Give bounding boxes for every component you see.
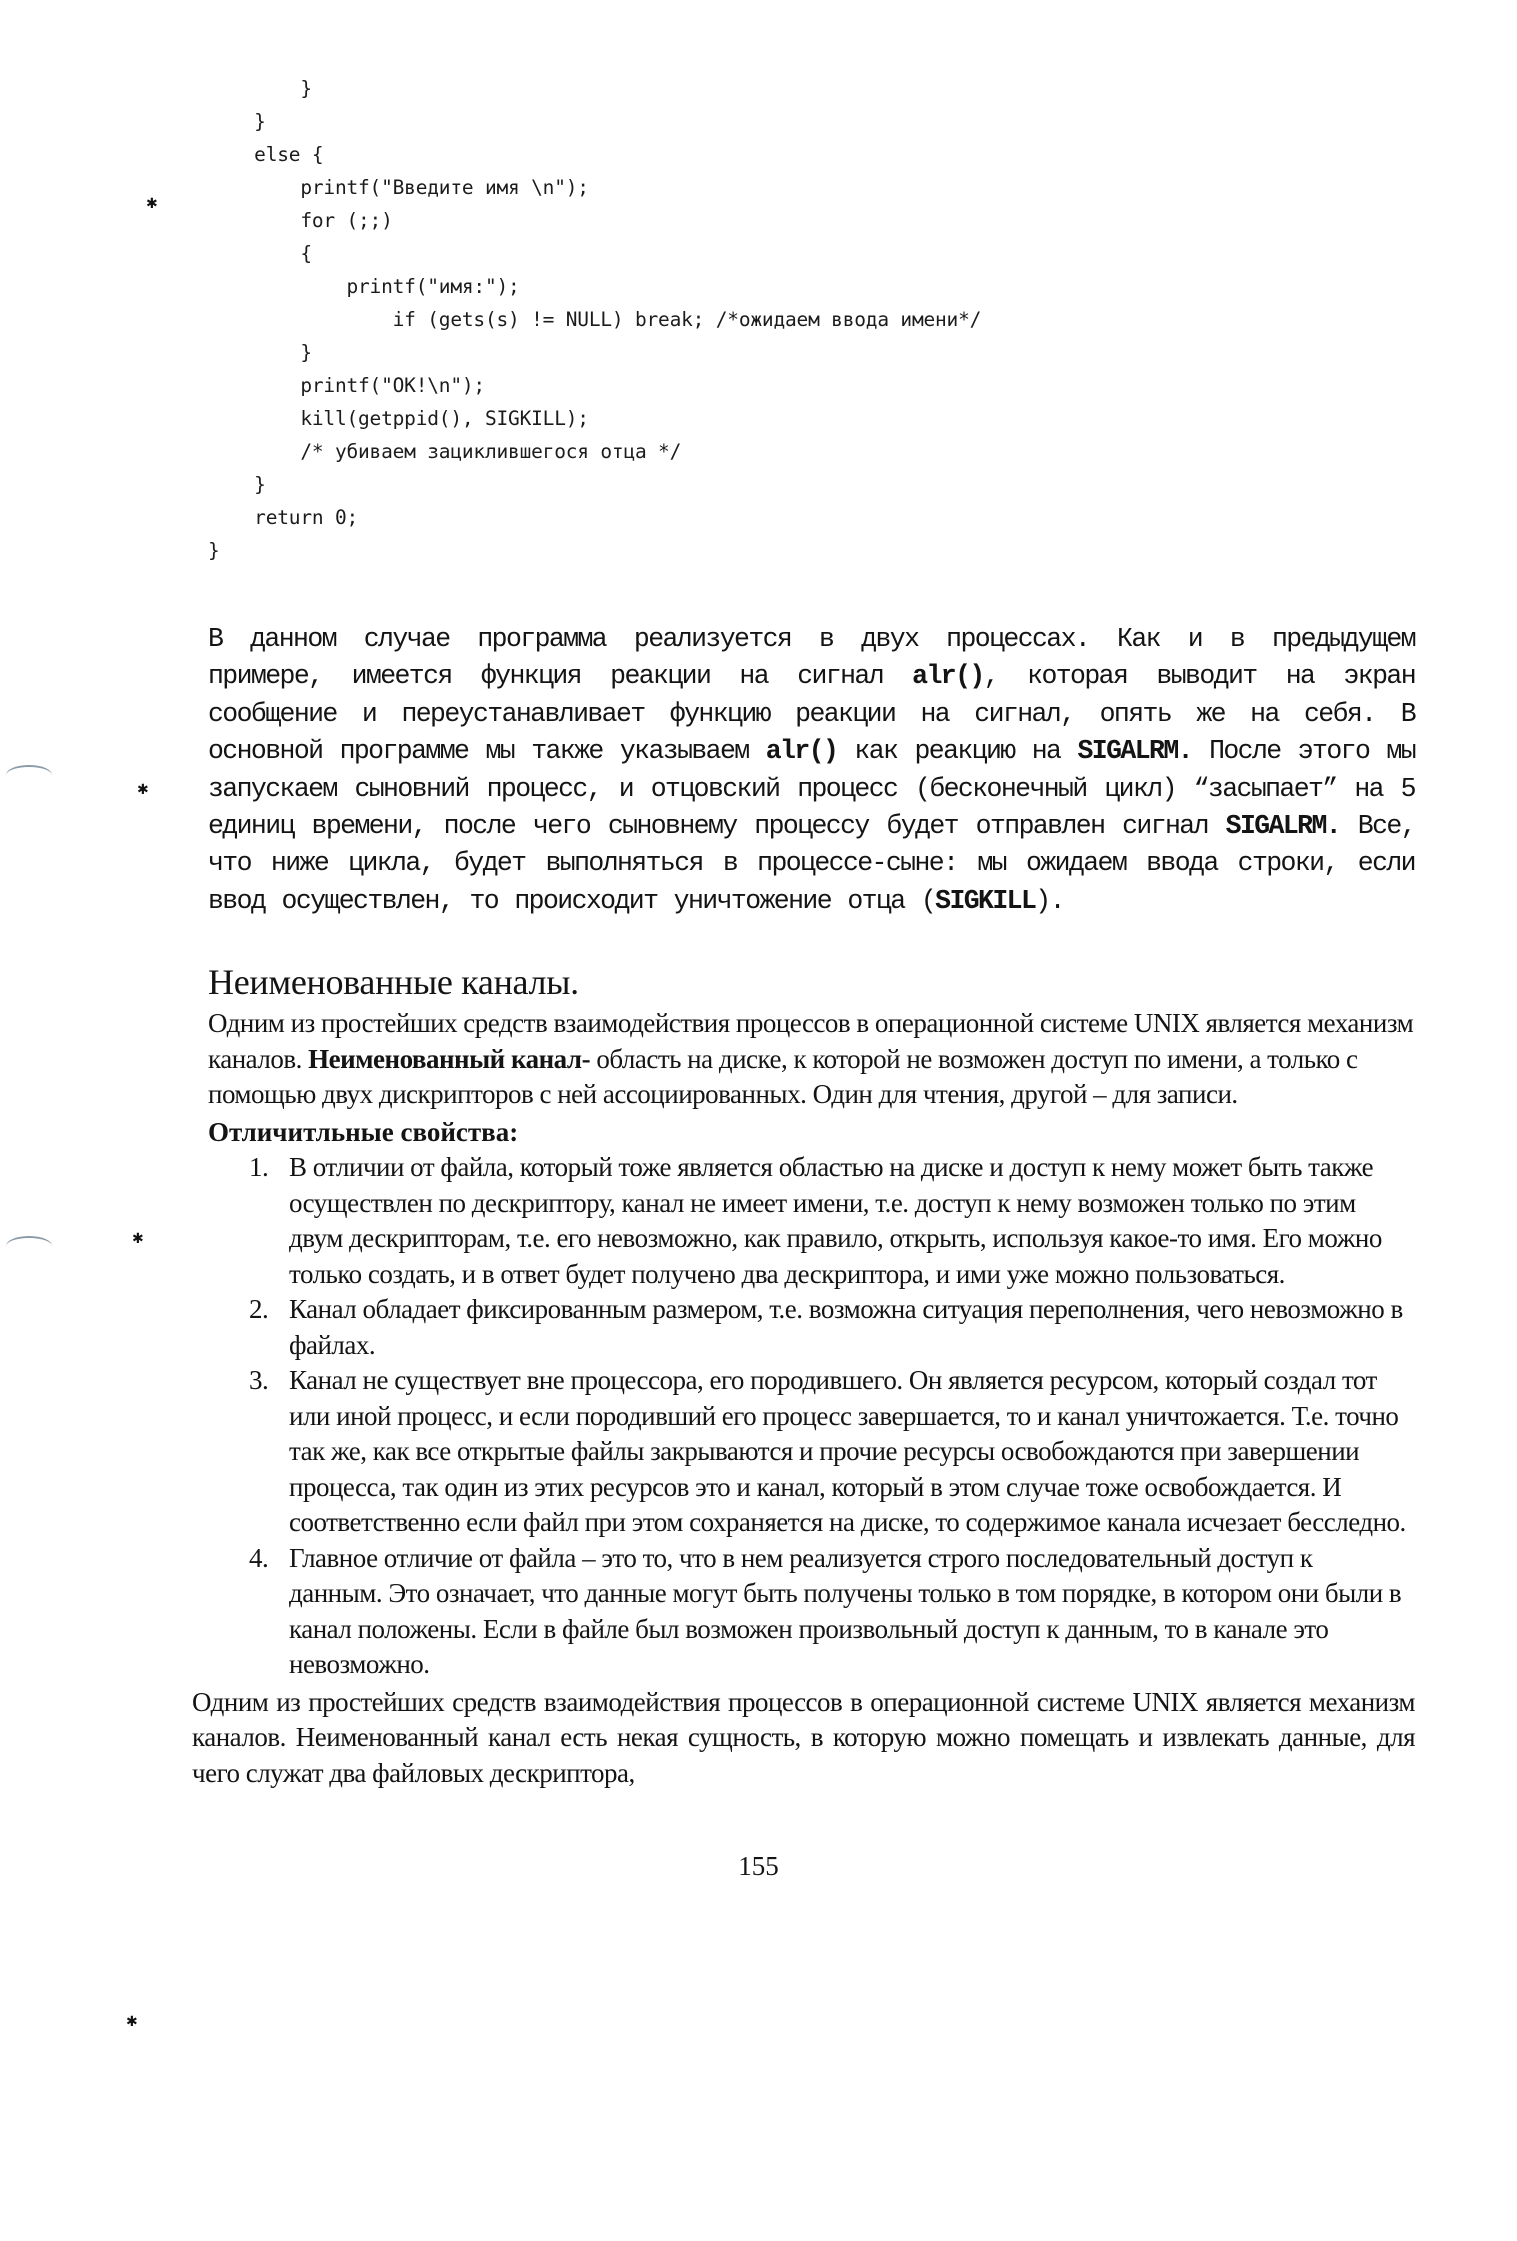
text: , которая выводит на экран сообщение и переустанавливает функцию реакции на сигнал, опять же на себя. В основной программе мы также указываем [208, 661, 1415, 767]
list-number: 4. [249, 1542, 269, 1573]
properties-label: Отличитльные свойства: [208, 1116, 519, 1147]
list-text: Канал не существует вне процессора, его породившего. Он является ресурсом, который создал тот или иной процесс, и если породивший его процесс завершается, то и канал уничтожается. Т.е. точно так же, как все открытые файлы закрываются и прочие ресурсы освобождаются при завершении процесса, так один из этих ресурсов это и канал, который в этом случае тоже освобождается. И соответственно если файл при этом сохраняется на диске, то содержимое канала исчезает бесследно. [289, 1365, 1406, 1538]
code-line: if (gets(s) != NULL) break; /*ожидаем ввода имени*/ [208, 308, 982, 331]
list-item [235, 1292, 1410, 1363]
properties-list [235, 1150, 1410, 1683]
list-number: 3. [249, 1365, 269, 1396]
list-number: 1. [249, 1152, 269, 1183]
scan-speck-mark: ✱ [126, 2014, 138, 2030]
list-item [235, 1541, 1410, 1683]
inline-code: SIGALRM. [1077, 736, 1192, 767]
code-line: } [208, 539, 220, 562]
code-line: else { [208, 143, 324, 166]
code-line: for (;;) [208, 209, 393, 232]
inline-code: SIGKILL [935, 885, 1036, 916]
list-text: Главное отличие от файла – это то, что в нем реализуется строго последовательный доступ к данным. Это означает, что данные могут быть получены только в том порядке, в котором они были в канал положены. Если в файле был возможен произвольный доступ к данным, то в канале это невозможно. [289, 1542, 1402, 1680]
code-line: } [208, 110, 266, 133]
scan-speck-mark: ✱ [146, 196, 158, 212]
scan-speck-mark: ✱ [137, 782, 149, 798]
inline-code: alr() [912, 661, 984, 692]
text: ). [1035, 885, 1064, 916]
code-listing [208, 72, 1517, 567]
text: Одним из простейших средств взаимодействия процессов в операционной системе UNIX является механизм каналов. [208, 1008, 1414, 1074]
text: область на диске, к которой не возможен доступ по имени, а только с помощью двух дискрипторов с ней ассоциированных. Один для чтения, другой – для записи. [208, 1043, 1358, 1110]
outro-paragraph: Одним из простейших средств взаимодействия процессов в операционной системе UNIX является механизм каналов. Неименованный канал есть некая сущность, в которую можно помещать и извлекать данные, для чего служат два файловых дескриптора, [192, 1686, 1415, 1788]
list-item [235, 1363, 1410, 1541]
text: После этого мы запускаем сыновний процесс, и отцовский процесс (бесконечный цикл) “засыпает” на 5 единиц времени, после чего сыновнему процессу будет отправлен сигнал [208, 736, 1416, 842]
code-line: } [208, 341, 312, 364]
inline-code: SIGALRM. [1225, 811, 1341, 842]
code-line: } [208, 77, 312, 100]
code-line: printf("Введите имя \n"); [208, 176, 589, 199]
explanation-paragraph [208, 621, 1415, 920]
code-line: kill(getppid(), SIGKILL); [208, 407, 589, 430]
list-item [235, 1150, 1410, 1292]
code-line: { [208, 242, 312, 265]
list-text: В отличии от файла, который тоже является областью на диске и доступ к нему может быть также осуществлен по дескриптору, канал не имеет имени, т.е. доступ к нему возможен только по этим двум дескрипторам, т.е. его невозможно, как правило, открыть, используя какое-то имя. Его можно только создать, и в ответ будет получено два дескриптора, и ими уже можно пользоваться. [289, 1152, 1382, 1289]
code-line: printf("OK!\n"); [208, 374, 485, 397]
page-number: 155 [738, 1851, 779, 1882]
intro-paragraph [208, 1006, 1428, 1113]
code-line: } [208, 473, 266, 496]
text: В данном случае программа реализуется в двух процессах. Как и в предыдущем примере, имеется функция реакции на сигнал [208, 624, 1415, 692]
term-definition: Неименованный канал- [308, 1043, 591, 1074]
code-line: printf("имя:"); [208, 275, 520, 298]
scan-speck-mark: ✱ [132, 1231, 144, 1247]
text: Все, что ниже цикла, будет выполняться в процессе-сыне: мы ожидаем ввода строки, если ввод осуществлен, то происходит уничтожение отца ( [208, 811, 1415, 916]
section-heading: Неименованные каналы. [208, 962, 579, 1003]
inline-code: alr() [765, 736, 838, 767]
code-line: return 0; [208, 506, 359, 529]
list-number: 2. [249, 1294, 269, 1325]
code-line: /* убиваем зациклившегося отца */ [208, 440, 682, 463]
list-text: Канал обладает фиксированным размером, т.е. возможна ситуация переполнения, чего невозможно в файлах. [289, 1294, 1403, 1360]
text: как реакцию на [837, 736, 1078, 767]
